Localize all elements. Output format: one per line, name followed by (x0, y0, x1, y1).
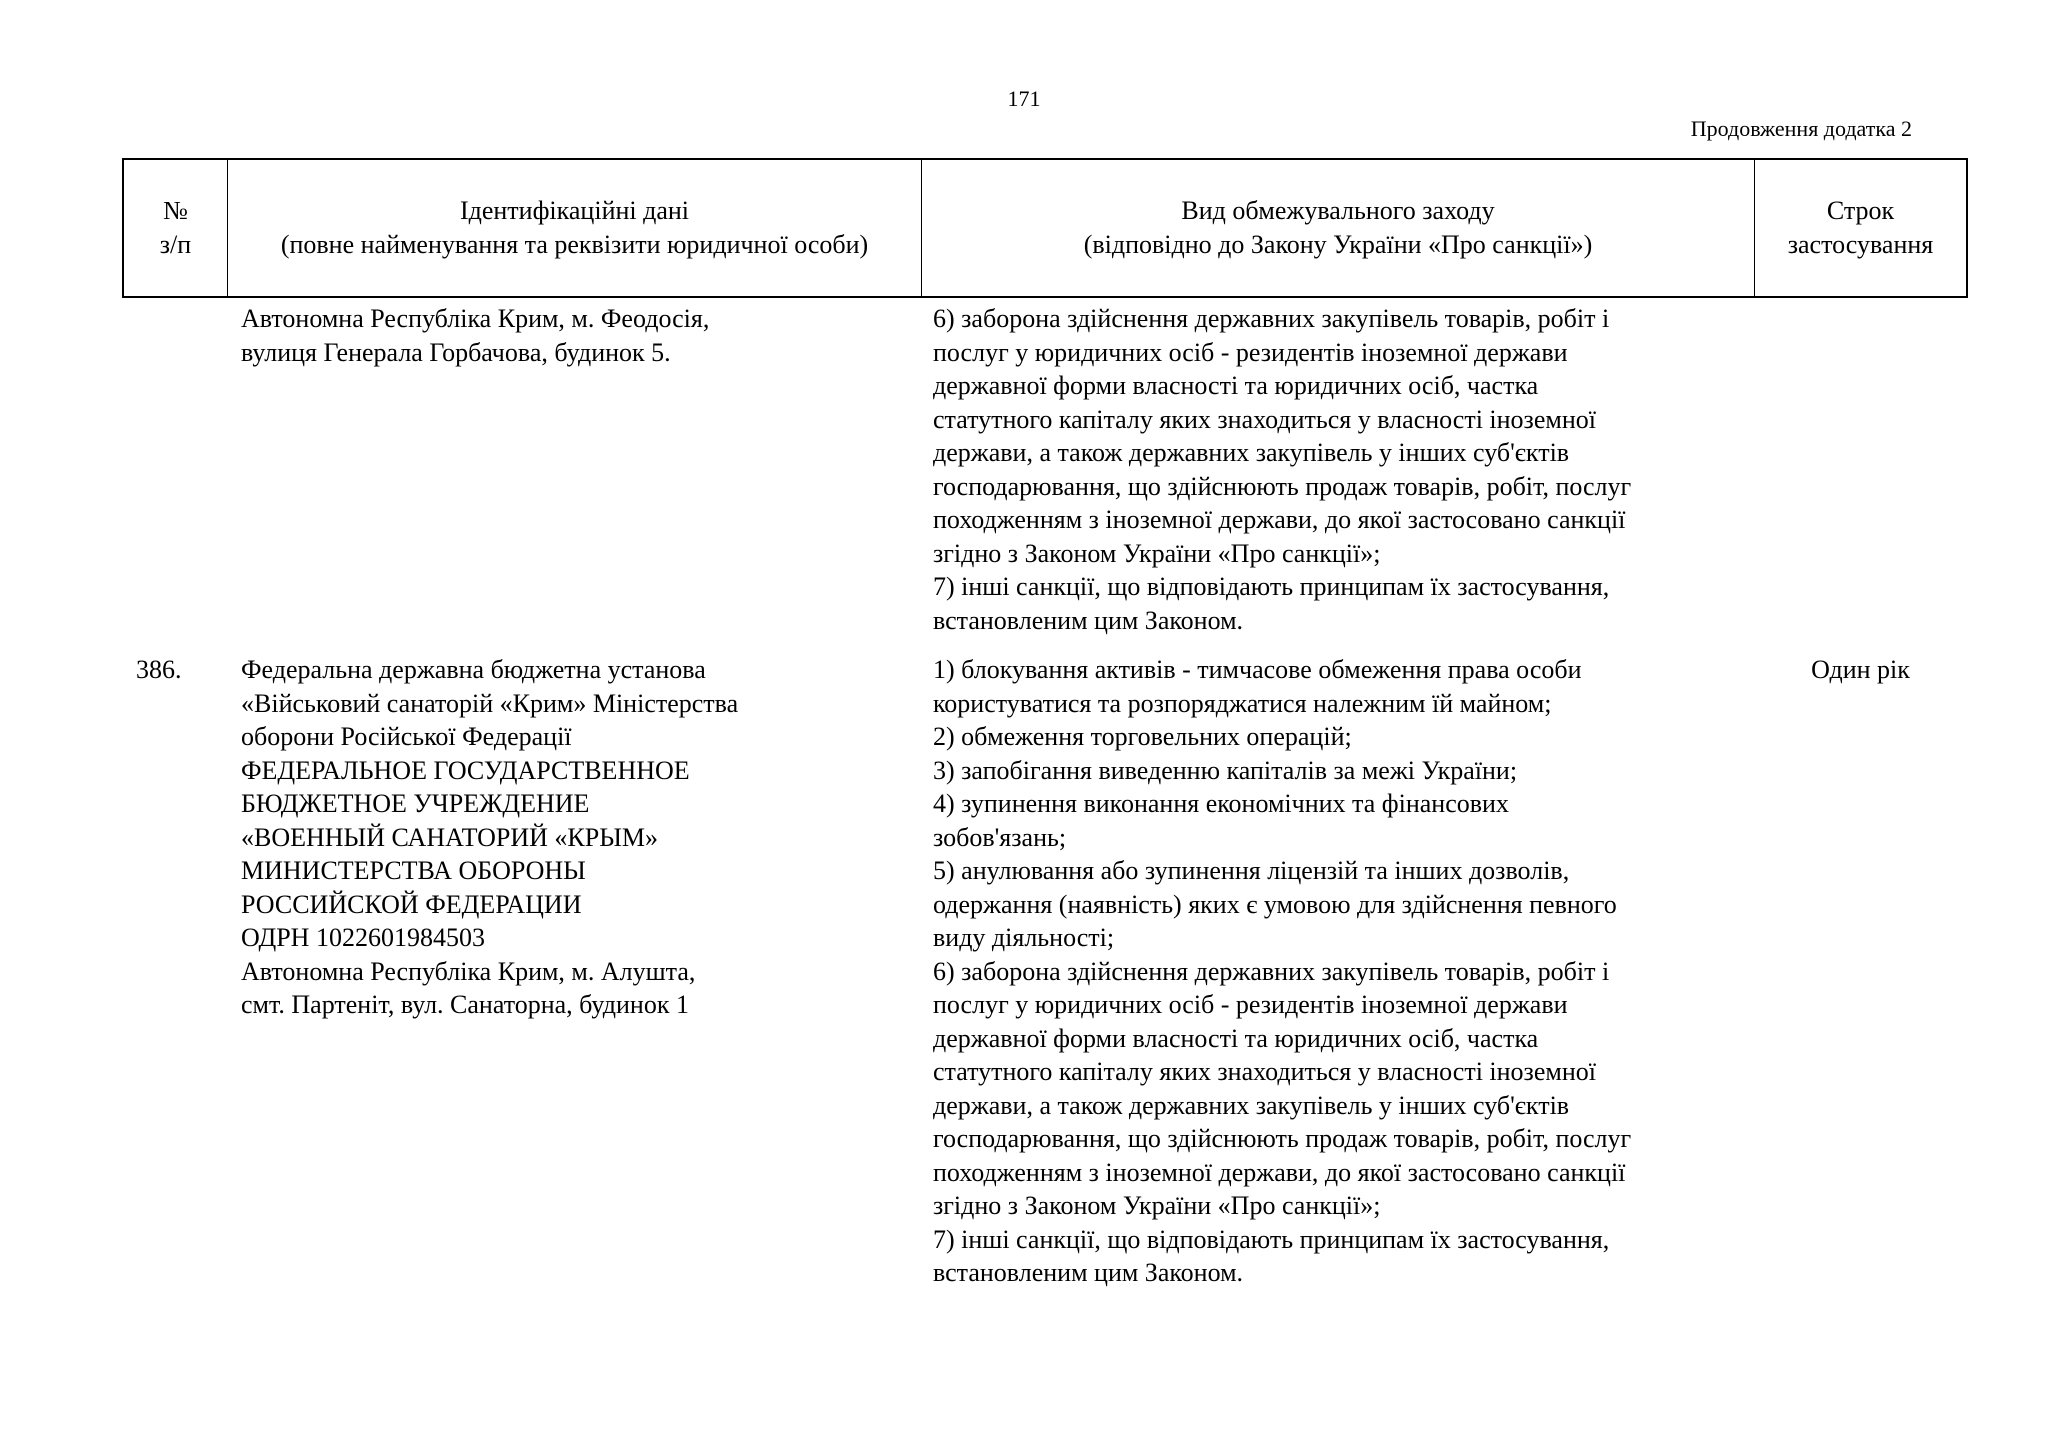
text-line: Автономна Республіка Крим, м. Алушта, (241, 956, 696, 986)
header-label: (відповідно до Закону України «Про санкції») (1083, 230, 1593, 259)
text-line: 6) заборона здійснення державних закупівель товарів, робіт і (933, 304, 1610, 333)
text-line: МИНИСТЕРСТВА ОБОРОНЫ (241, 856, 586, 885)
row-number (122, 302, 226, 637)
row-number: 386. (136, 655, 182, 684)
table-header (122, 158, 1968, 298)
text-line: послуг у юридичних осіб - резидентів іноземної держави (933, 337, 1568, 367)
text-line: 6) заборона здійснення державних закупівель товарів, робіт і (933, 956, 1610, 986)
measure-type-cell (920, 653, 1753, 1290)
text-line: державної форми власності та юридичних осіб, частка (933, 1023, 1539, 1053)
text-line: Федеральна державна бюджетна установа (241, 655, 706, 684)
continuation-note: Продовження додатка 2 (1690, 116, 1912, 141)
text-line: згідно з Законом України «Про санкції»; (933, 538, 1381, 568)
text-line: виду діяльності; (933, 923, 1115, 952)
text-line: статутного капіталу яких знаходиться у власності іноземної (933, 404, 1596, 434)
header-cell-identification (228, 160, 922, 296)
text-line: «Військовий санаторій «Крим» Міністерства (241, 688, 739, 718)
text-line: господарювання, що здійснюють продаж товарів, робіт, послуг (933, 1124, 1632, 1153)
text-line: оборони Російської Федерації (241, 722, 572, 751)
identification-cell (226, 653, 920, 1290)
header-label: Ідентифікаційні дані (459, 196, 690, 225)
text-line: РОССИЙСКОЙ ФЕДЕРАЦИИ (241, 889, 582, 919)
header-label: (повне найменування та реквізити юридичної особи) (280, 230, 869, 259)
text-line: ОДРН 1022601984503 (241, 923, 485, 952)
text-line: згідно з Законом України «Про санкції»; (933, 1191, 1381, 1220)
measure-type-cell (920, 302, 1753, 637)
text-line: користуватися та розпоряджатися належним їй майном; (933, 688, 1552, 718)
header-cell-measure-type (922, 160, 1755, 296)
text-line: господарювання, що здійснюють продаж товарів, робіт, послуг (933, 471, 1632, 501)
term-cell (1753, 302, 1968, 637)
text-line: ФЕДЕРАЛЬНОЕ ГОСУДАРСТВЕННОЕ (241, 755, 690, 785)
table-body (122, 298, 1968, 1290)
text-line: статутного капіталу яких знаходиться у власності іноземної (933, 1057, 1596, 1086)
table-row (122, 298, 1968, 637)
text-line: 3) запобігання виведенню капіталів за межі України; (933, 755, 1518, 785)
text-line: 7) інші санкції, що відповідають принципам їх застосування, (933, 1224, 1610, 1254)
header-cell-number (124, 160, 228, 296)
text-line: вулиця Генерала Горбачова, будинок 5. (241, 337, 671, 367)
text-line: походженням з іноземної держави, до якої застосовано санкції (933, 1157, 1626, 1187)
text-line: послуг у юридичних осіб - резидентів іноземної держави (933, 990, 1568, 1019)
text-line: БЮДЖЕТНОЕ УЧРЕЖДЕНИЕ (241, 789, 590, 818)
header-label: застосування (1787, 230, 1934, 259)
text-line: смт. Партеніт, вул. Санаторна, будинок 1 (241, 990, 689, 1019)
text-line: походженням з іноземної держави, до якої застосовано санкції (933, 505, 1626, 534)
text-line: 2) обмеження торговельних операцій; (933, 722, 1352, 751)
text-line: одержання (наявність) яких є умовою для здійснення певного (933, 889, 1617, 919)
text-line: Автономна Республіка Крим, м. Феодосія, (241, 304, 710, 333)
header-label: № (163, 196, 188, 225)
text-line: зобов'язань; (933, 822, 1067, 852)
term-cell: Один рік (1811, 655, 1910, 684)
page-number: 171 (1007, 86, 1041, 111)
text-line: встановленим цим Законом. (933, 1258, 1244, 1287)
header-label: Строк (1826, 196, 1895, 225)
identification-cell (226, 302, 920, 637)
text-line: 4) зупинення виконання економічних та фінансових (933, 789, 1509, 818)
text-line: державної форми власності та юридичних осіб, частка (933, 371, 1539, 400)
header-label: з/п (159, 230, 192, 259)
header-label: Вид обмежувального заходу (1181, 196, 1495, 225)
text-line: 7) інші санкції, що відповідають принципам їх застосування, (933, 572, 1610, 601)
text-line: держави, а також державних закупівель у інших суб'єктів (933, 438, 1570, 467)
text-line: «ВОЕННЫЙ САНАТОРИЙ «КРЫМ» (241, 822, 659, 852)
table-row (122, 653, 1968, 1290)
text-line: держави, а також державних закупівель у інших суб'єктів (933, 1090, 1570, 1120)
text-line: 1) блокування активів - тимчасове обмеження права особи (933, 655, 1582, 684)
text-line: 5) анулювання або зупинення ліцензій та інших дозволів, (933, 856, 1570, 885)
text-line: встановленим цим Законом. (933, 605, 1244, 635)
header-cell-term (1755, 160, 1966, 296)
